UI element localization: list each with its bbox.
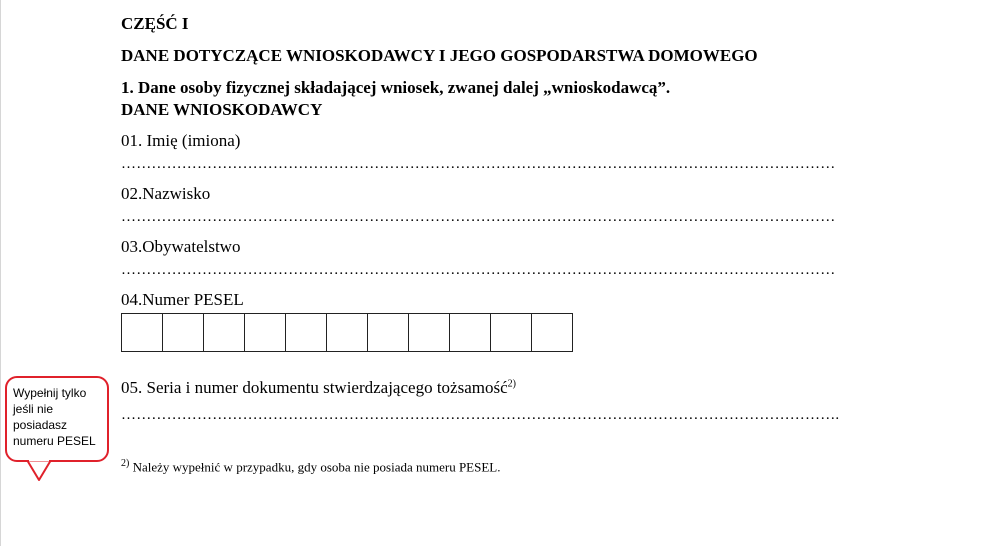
subsection-title: 1. Dane osoby fizycznej składającej wniosek, zwanej dalej „wnioskodawcą”. — [121, 78, 671, 97]
pesel-digit-box[interactable] — [491, 314, 532, 351]
page-edge — [0, 0, 1, 546]
pesel-digit-box[interactable] — [327, 314, 368, 351]
pesel-digit-box[interactable] — [122, 314, 163, 351]
pesel-digit-box[interactable] — [450, 314, 491, 351]
document-footnote-ref: 2) — [507, 378, 516, 390]
document-field[interactable]: ……………………………………………………………………………………………………………………………. — [121, 407, 840, 423]
pesel-input-grid[interactable] — [121, 313, 573, 352]
first-name-label: 01. Imię (imiona) — [121, 131, 241, 150]
citizenship-label: 03.Obywatelstwo — [121, 237, 241, 256]
footnote-text: Należy wypełnić w przypadku, gdy osoba nie posiada numeru PESEL. — [129, 459, 501, 475]
surname-label: 02.Nazwisko — [121, 184, 211, 203]
pesel-digit-box[interactable] — [409, 314, 450, 351]
pesel-digit-box[interactable] — [245, 314, 286, 351]
callout-text: Wypełnij tylko jeśli nie posiadasz numeru PESEL — [5, 376, 109, 462]
pesel-label: 04.Numer PESEL — [121, 290, 244, 309]
document-label — [121, 378, 516, 398]
pesel-digit-box[interactable] — [286, 314, 327, 351]
document-label-text: 05. Seria i numer dokumentu stwierdzającego tożsamość — [121, 378, 508, 397]
section-title: DANE DOTYCZĄCE WNIOSKODAWCY I JEGO GOSPODARSTWA DOMOWEGO — [121, 46, 758, 65]
footnote-marker: 2) — [121, 458, 130, 469]
callout-bubble — [5, 376, 115, 486]
pesel-digit-box[interactable] — [163, 314, 204, 351]
surname-field[interactable]: …………………………………………………………………………………………………………………………… — [121, 209, 836, 225]
pesel-digit-box[interactable] — [368, 314, 409, 351]
citizenship-field[interactable]: …………………………………………………………………………………………………………………………… — [121, 262, 836, 278]
first-name-field[interactable]: …………………………………………………………………………………………………………………………… — [121, 156, 836, 172]
pesel-digit-box[interactable] — [204, 314, 245, 351]
part-title: CZĘŚĆ I — [121, 14, 189, 33]
pesel-digit-box[interactable] — [532, 314, 572, 351]
footnote — [121, 458, 500, 475]
subsection-subtitle: DANE WNIOSKODAWCY — [121, 100, 323, 119]
